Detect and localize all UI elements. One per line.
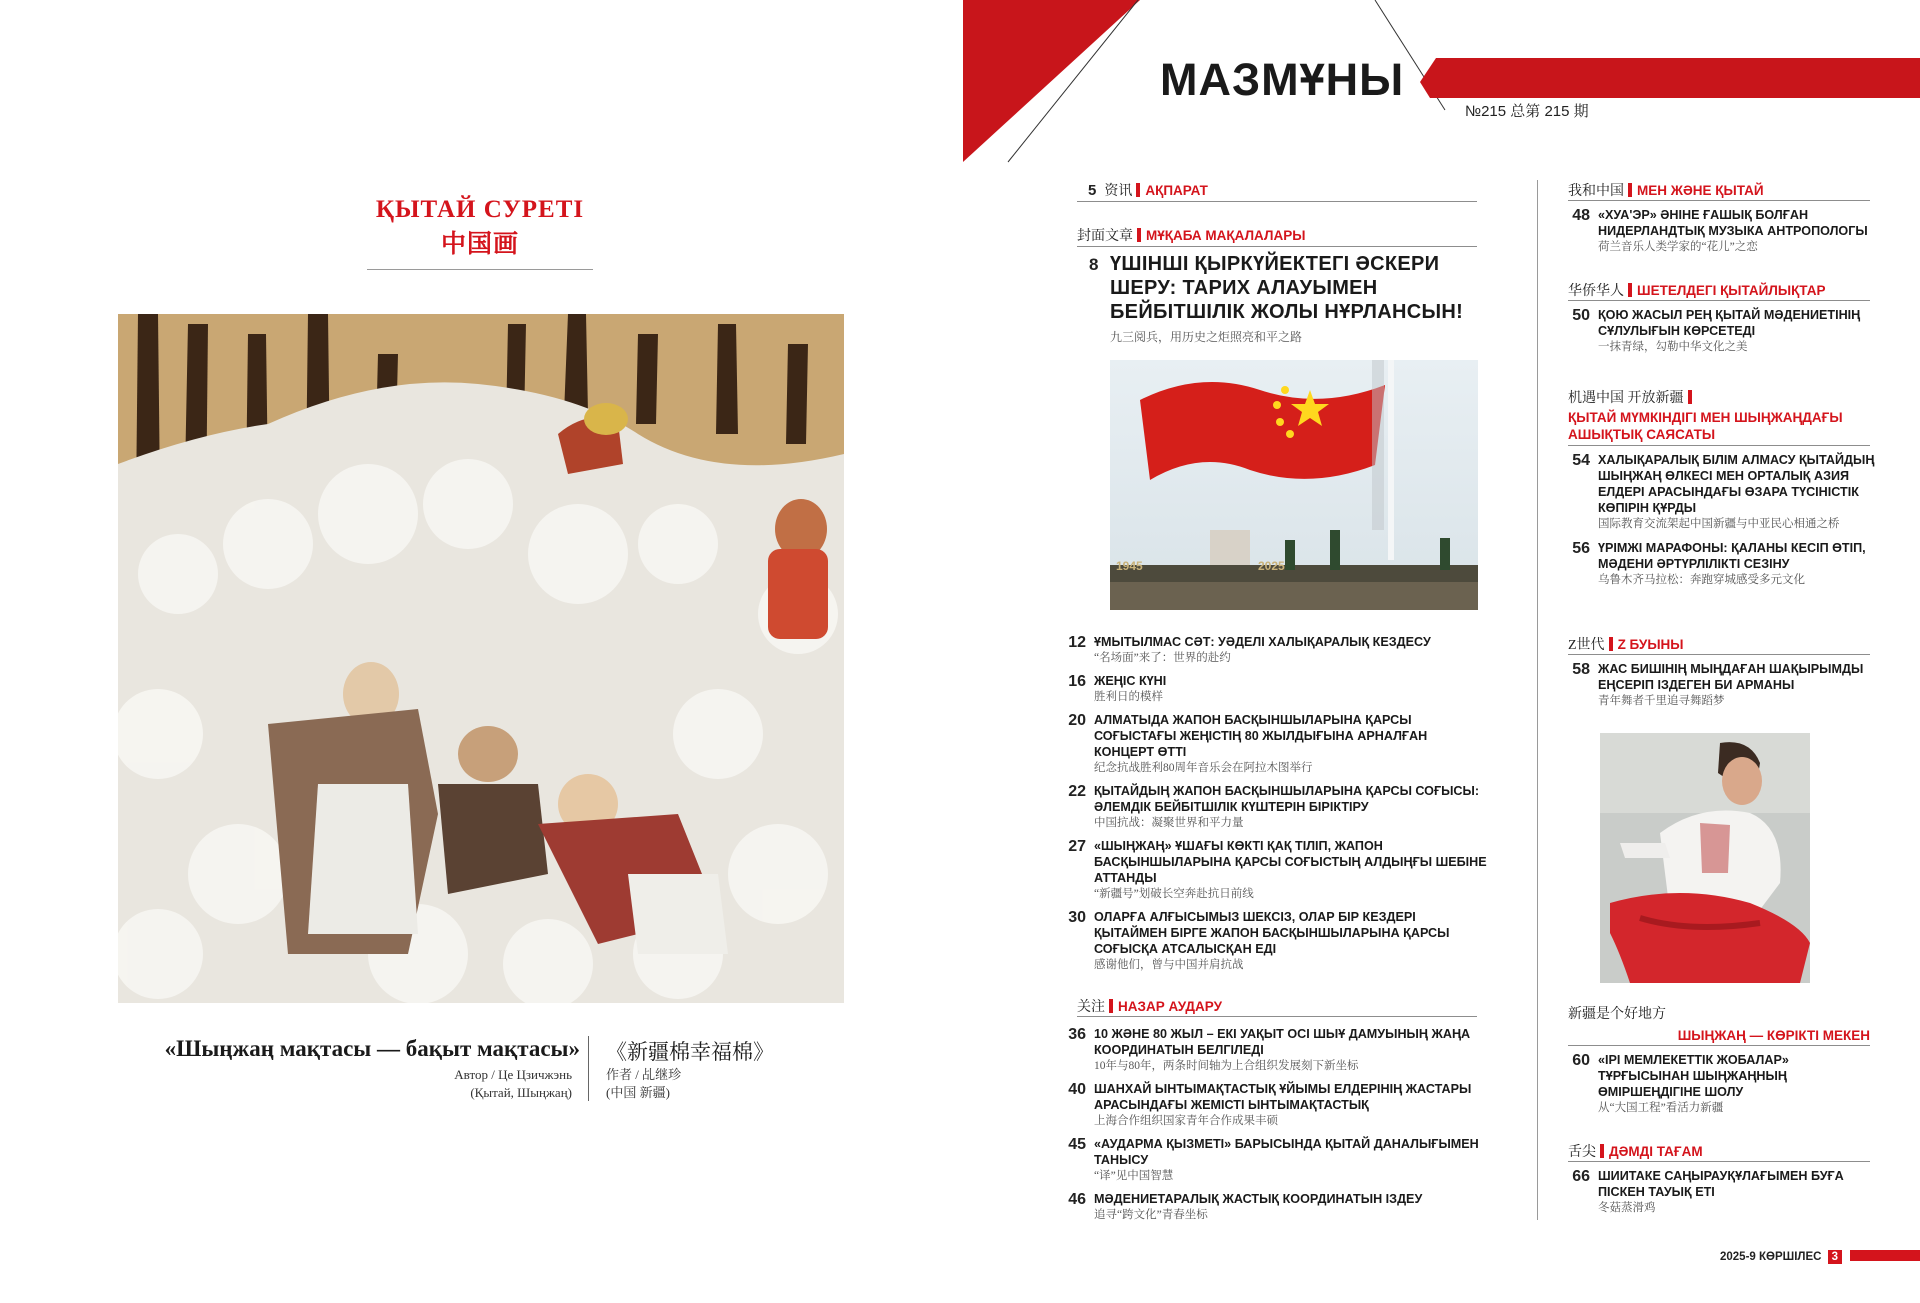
section-news [1088,181,1208,201]
opportunity-entry-list [1560,452,1880,588]
news-cn: 资讯 [1104,184,1133,199]
toc-entry[interactable] [1060,712,1490,776]
toc-page-number: 48 [1572,207,1590,224]
toc-title: ҚОЮ ЖАСЫЛ РЕҢ ҚЫТАЙ МӘДЕНИЕТІНІҢ СҰЛУЛЫҒЫН КӨРСЕТЕДІ [1598,308,1861,338]
toc-cn: 从“大国工程”看活力新疆 [1598,1102,1724,1114]
footer-bar [1850,1250,1920,1261]
section-rule [1568,300,1870,301]
toc-page-number: 22 [1068,783,1086,800]
toc-cn: 中国抗战：凝聚世界和平力量 [1094,817,1244,829]
toc-cn: 纪念抗战胜利80周年音乐会在阿拉木图举行 [1094,762,1313,774]
genz-kz: Z БУЫНЫ [1617,637,1684,652]
caption-divider [588,1036,589,1101]
toc-entry[interactable] [1560,661,1880,709]
section-rule [1077,1016,1477,1017]
issue-number: №215 总第 215 期 [1465,103,1589,120]
toc-entry[interactable] [1560,1168,1880,1216]
taste-cn: 舌尖 [1568,1145,1596,1160]
section-cover [1077,226,1305,246]
cover-main-cn: 九三阅兵，用历史之炬照亮和平之路 [1110,330,1303,344]
overseas-kz: ШЕТЕЛДЕГІ ҚЫТАЙЛЫҚТАР [1637,283,1826,298]
toc-cn: 追寻“跨文化”青春坐标 [1094,1209,1208,1221]
toc-page-number: 60 [1572,1052,1590,1069]
section-bar [1688,390,1692,404]
toc-page-number: 58 [1572,661,1590,678]
toc-entry[interactable] [1060,838,1490,902]
artwork-location-cn: (中国 新疆) [606,1085,670,1100]
section-rule [1077,246,1477,247]
section-overseas [1568,281,1825,301]
toc-page-number: 36 [1068,1026,1086,1043]
toc-entry[interactable] [1560,207,1880,255]
toc-cn: 上海合作组织国家青年合作成果丰硕 [1094,1115,1278,1127]
toc-page-number: 50 [1572,307,1590,324]
toc-cn: 青年舞者千里追寻舞蹈梦 [1598,695,1725,707]
toc-page-number: 40 [1068,1081,1086,1098]
toc-title: ШИИТАКЕ САҢЫРАУҚҰЛАҒЫМЕН БУҒА ПІСКЕН ТАУЫҚ ЕТІ [1598,1169,1844,1199]
toc-entry[interactable] [1560,1052,1880,1116]
artwork-author-cn [606,1066,681,1102]
news-page-number: 5 [1088,182,1097,199]
toc-title: ЖАС БИШІНІҢ МЫҢДАҒАН ШАҚЫРЫМДЫ ЕҢСЕРІП ІЗДЕГЕН БИ АРМАНЫ [1598,662,1864,692]
section-focus [1077,997,1222,1017]
toc-page-number: 20 [1068,712,1086,729]
section-rule [1568,1161,1870,1162]
toc-title: «ІРІ МЕМЛЕКЕТТІК ЖОБАЛАР» ТҰРҒЫСЫНАН ШЫҢЖАҢНЫҢ ӨМІРШЕҢДІГІНЕ ШОЛУ [1598,1053,1789,1099]
artwork-location: (Қытай, Шыңжаң) [470,1085,572,1100]
toc-title: ҚЫТАЙДЫҢ ЖАПОН БАСҚЫНШЫЛАРЫНА ҚАРСЫ СОҒЫСЫ: ӘЛЕМДІК БЕЙБІТШІЛІК КҮШТЕРІН БІРІКТІРУ [1094,784,1480,814]
toc-cn: “名场面”来了：世界的赴约 [1094,652,1231,664]
footer-magazine: КӨРШІЛЕС [1759,1251,1822,1263]
focus-entry-list [1060,1026,1500,1223]
me-china-kz: МЕН ЖӘНЕ ҚЫТАЙ [1637,183,1764,198]
genz-cn: Z世代 [1568,638,1605,653]
toc-entry[interactable] [1060,634,1490,666]
toc-entry[interactable] [1060,1026,1500,1074]
section-opportunity [1568,388,1697,408]
focus-kz: НАЗАР АУДАРУ [1118,999,1222,1014]
section-genz [1568,635,1684,655]
toc-cn: 冬菇蒸滑鸡 [1598,1202,1656,1214]
section-bar [1136,183,1140,197]
toc-title: «ХУА'ЭР» ӘНІНЕ ҒАШЫҚ БОЛҒАН НИДЕРЛАНДТЫҚ МУЗЫКА АНТРОПОЛОГЫ [1598,208,1868,238]
section-beautiful [1568,1004,1666,1024]
toc-title: ХАЛЫҚАРАЛЫҚ БІЛІМ АЛМАСУ ҚЫТАЙДЫҢ ШЫҢЖАҢ ӨЛКЕСІ МЕН ОРТАЛЫҚ АЗИЯ ЕЛДЕРІ АРАСЫНДАҒЫ ӨЗАРА ТҮСІНІСТІК КӨПІРІН ҚҰРДЫ [1598,453,1875,515]
left-section-header [367,196,593,270]
toc-title: МӘДЕНИЕТАРАЛЫҚ ЖАСТЫҚ КООРДИНАТЫН ІЗДЕУ [1094,1192,1423,1206]
column-divider [1537,180,1538,1220]
toc-cn: 10年与80年，两条时间轴为上合组织发展刻下新坐标 [1094,1060,1359,1072]
section-bar [1609,637,1613,651]
footer-page-number: 3 [1828,1250,1842,1264]
toc-title: ЖЕҢІС КҮНІ [1094,674,1167,688]
cover-main-number: 8 [1089,255,1099,274]
cover-main-title: ҮШІНШІ ҚЫРКҮЙЕКТЕГІ ӘСКЕРИ ШЕРУ: ТАРИХ АЛАУЫМЕН БЕЙБІТШІЛІК ЖОЛЫ НҰРЛАНСЫН! [1110,253,1464,323]
toc-cn: 胜利日的模样 [1094,691,1163,703]
toc-entry[interactable] [1060,673,1490,705]
toc-title: ҮРІМЖІ МАРАФОНЫ: ҚАЛАНЫ КЕСІП ӨТІП, МӘДЕНИ ӘРТҮРЛІЛІКТІ СЕЗІНУ [1598,541,1866,571]
toc-cn: 乌鲁木齐马拉松：奔跑穿城感受多元文化 [1598,574,1805,586]
cover-entry-list [1060,634,1490,973]
opportunity-cn: 机遇中国 开放新疆 [1568,391,1684,406]
toc-entry[interactable] [1560,540,1880,588]
toc-title: «АУДАРМА ҚЫЗМЕТІ» БАРЫСЫНДА ҚЫТАЙ ДАНАЛЫҒЫМЕН ТАНЫСУ [1094,1137,1479,1167]
toc-title: АЛМАТЫДА ЖАПОН БАСҚЫНШЫЛАРЫНА ҚАРСЫ СОҒЫСТАҒЫ ЖЕҢІСТІҢ 80 ЖЫЛДЫҒЫНА АРНАЛҒАН КОНЦЕРТ ӨТТІ [1094,713,1428,759]
me-china-cn: 我和中国 [1568,184,1624,199]
beautiful-cn: 新疆是个好地方 [1568,1007,1666,1022]
toc-entry[interactable] [1060,909,1490,973]
toc-entry[interactable] [1560,452,1880,532]
section-rule [1568,654,1870,655]
opportunity-kz: ҚЫТАЙ МҮМКІНДІГІ МЕН ШЫҢЖАҢДАҒЫ АШЫҚТЫҚ САЯСАТЫ [1568,410,1843,442]
toc-entry[interactable] [1060,783,1490,831]
toc-cn: 一抹青绿，勾勒中华文化之美 [1598,341,1748,353]
toc-entry[interactable] [1060,1136,1500,1184]
artwork-author [300,1066,572,1102]
photo-year-2025: 2025 [1258,559,1285,573]
section-me-china [1568,181,1764,201]
section-rule [1077,201,1477,202]
toc-page-number: 45 [1068,1136,1086,1153]
toc-page-number: 27 [1068,838,1086,855]
toc-page-number: 54 [1572,452,1590,469]
footer-issue: 2025-9 [1720,1251,1756,1263]
header-decoration [960,0,1920,180]
artwork-author-name-cn: 作者 / 乩继珍 [606,1067,682,1082]
footer [1720,1250,1842,1264]
toc-entry[interactable] [1060,1081,1500,1129]
toc-page-number: 12 [1068,634,1086,651]
contents-title: МАЗМҰНЫ [1160,54,1405,105]
cover-cn: 封面文章 [1077,229,1133,244]
toc-entry[interactable] [1560,307,1880,355]
toc-page-number: 16 [1068,673,1086,690]
toc-cn: 国际教育交流架起中国新疆与中亚民心相通之桥 [1598,518,1840,530]
cover-kz: МҰҚАБА МАҚАЛАЛАРЫ [1146,228,1306,243]
focus-cn: 关注 [1077,1000,1105,1015]
toc-title: «ШЫҢЖАҢ» ҰШАҒЫ КӨКТІ ҚАҚ ТІЛІП, ЖАПОН БАСҚЫНШЫЛАРЫНА ҚАРСЫ СОҒЫСТЫҢ АЛДЫҢҒЫ ШЕБІНЕ АТТАНДЫ [1094,839,1487,885]
toc-page-number: 56 [1572,540,1590,557]
toc-entry[interactable] [1060,1191,1500,1223]
section-bar [1137,228,1141,242]
beautiful-kz: ШЫҢЖАҢ — КӨРІКТІ МЕКЕН [1677,1028,1870,1043]
section-taste [1568,1142,1703,1162]
photo-year-1945: 1945 [1116,559,1143,573]
left-section-title: ҚЫТАЙ СУРЕТІ 中国画 [367,196,593,270]
section-rule [1568,445,1870,446]
cover-main-entry[interactable] [1085,252,1485,345]
section-bar [1628,183,1632,197]
toc-cn: “译”见中国智慧 [1094,1170,1174,1182]
dancer-photo [1600,733,1810,983]
section-bar [1628,283,1632,297]
toc-title: ҰМЫТЫЛМАС СӘТ: УӘДЕЛІ ХАЛЫҚАРАЛЫҚ КЕЗДЕСУ [1094,635,1431,649]
section-rule [1568,1045,1870,1046]
news-kz: АҚПАРАТ [1145,183,1208,198]
artwork-title-cn: 《新疆棉幸福棉》 [606,1040,774,1064]
taste-kz: ДӘМДІ ТАҒАМ [1609,1144,1703,1159]
toc-cn: 感谢他们，曾与中国并肩抗战 [1094,959,1244,971]
artwork-title: «Шыңжаң мақтасы — бақыт мақтасы» [164,1036,580,1061]
cotton-painting [118,314,844,1003]
artwork-author-name: Автор / Це Цзичжэнь [454,1067,572,1082]
toc-page-number: 30 [1068,909,1086,926]
overseas-cn: 华侨华人 [1568,284,1624,299]
toc-title: 10 ЖӘНЕ 80 ЖЫЛ – ЕКІ УАҚЫТ ОСІ ШЫҰ ДАМУЫНЫҢ ЖАҢА КООРДИНАТЫН БЕЛГІЛЕДІ [1094,1027,1471,1057]
section-rule [1568,200,1870,201]
section-bar [1109,999,1113,1013]
toc-cn: 荷兰音乐人类学家的“花儿”之恋 [1598,241,1758,253]
toc-cn: “新疆号”划破长空奔赴抗日前线 [1094,888,1254,900]
section-beautiful-kz [1588,1026,1870,1045]
section-bar [1600,1144,1604,1158]
toc-title: ШАНХАЙ ЫНТЫМАҚТАСТЫҚ ҰЙЫМЫ ЕЛДЕРІНІҢ ЖАСТАРЫ АРАСЫНДАҒЫ ЖЕМІСТІ ЫНТЫМАҚТАСТЫҚ [1094,1082,1472,1112]
toc-page-number: 66 [1572,1168,1590,1185]
flag-ceremony-photo [1110,360,1478,610]
toc-title: ОЛАРҒА АЛҒЫСЫМЫЗ ШЕКСІЗ, ОЛАР БІР КЕЗДЕРІ ҚЫТАЙМЕН БІРГЕ ЖАПОН БАСҚЫНШЫЛАРЫНА ҚАРСЫ СОҒЫСҚА АТСАЛЫСҚАН ЕДІ [1094,910,1450,956]
toc-page-number: 46 [1068,1191,1086,1208]
